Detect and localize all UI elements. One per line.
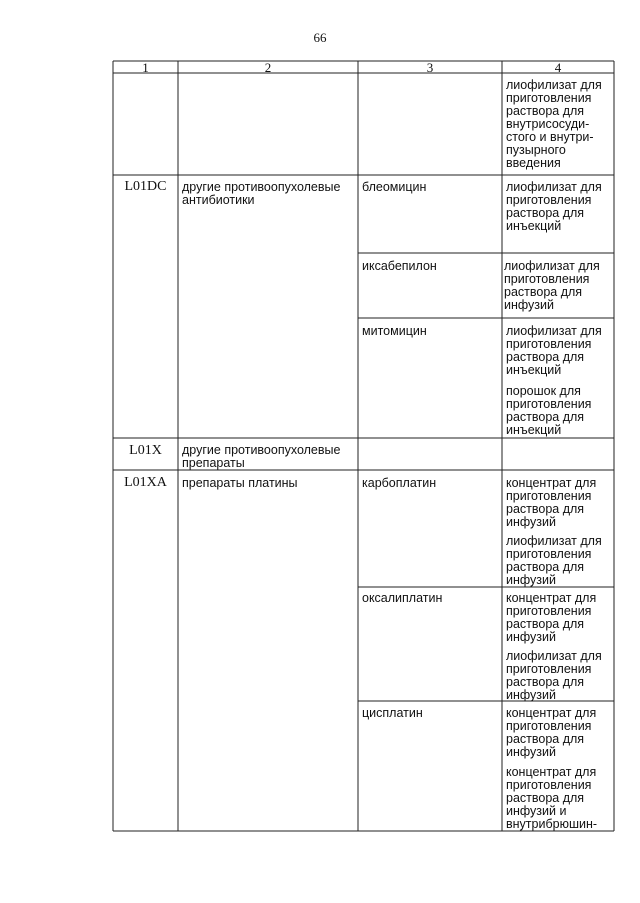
atc-code-cell: L01XA bbox=[124, 475, 167, 490]
dosage-form-cell: лиофилизат для приготовления раствора для инфузий bbox=[504, 259, 600, 312]
dosage-form-cell: лиофилизат для приготовления раствора для инъекций bbox=[506, 180, 602, 233]
dosage-form-cell: концентрат для приготовления раствора для инфузий bbox=[506, 706, 597, 759]
atc-group-name-cell: другие противоопухолевые антибиотики bbox=[182, 180, 341, 207]
atc-group-name-cell: другие противоопухолевые препараты bbox=[182, 443, 341, 470]
dosage-form-cell: лиофилизат для приготовления раствора для внутрисосуди- стого и внутри- пузырного введения bbox=[506, 78, 602, 170]
atc-code-cell: L01X bbox=[129, 443, 162, 458]
drug-name-cell: митомицин bbox=[362, 324, 427, 338]
header-col-3: 3 bbox=[426, 60, 434, 75]
page-number: 66 bbox=[313, 30, 327, 45]
atc-code-cell: L01DC bbox=[124, 179, 167, 194]
header-col-4: 4 bbox=[554, 60, 562, 75]
atc-group-name-cell: препараты платины bbox=[182, 476, 298, 490]
drug-name-cell: цисплатин bbox=[362, 706, 423, 720]
dosage-form-cell: лиофилизат для приготовления раствора для инъекций bbox=[506, 324, 602, 377]
drug-name-cell: иксабепилон bbox=[362, 259, 437, 273]
dosage-form-cell: концентрат для приготовления раствора для инфузий bbox=[506, 476, 597, 529]
dosage-form-cell: концентрат для приготовления раствора для инфузий и внутрибрюшин- bbox=[506, 765, 598, 831]
header-col-2: 2 bbox=[264, 60, 272, 75]
drug-name-cell: блеомицин bbox=[362, 180, 427, 194]
dosage-form-cell: концентрат для приготовления раствора для инфузий bbox=[506, 591, 597, 644]
dosage-form-cell: лиофилизат для приготовления раствора для инфузий bbox=[506, 649, 602, 702]
drug-name-cell: карбоплатин bbox=[362, 476, 437, 490]
header-col-1: 1 bbox=[142, 60, 149, 75]
dosage-form-cell: лиофилизат для приготовления раствора для инфузий bbox=[506, 534, 602, 587]
drug-name-cell: оксалиплатин bbox=[362, 591, 443, 605]
dosage-form-cell: порошок для приготовления раствора для инъекций bbox=[506, 384, 592, 437]
